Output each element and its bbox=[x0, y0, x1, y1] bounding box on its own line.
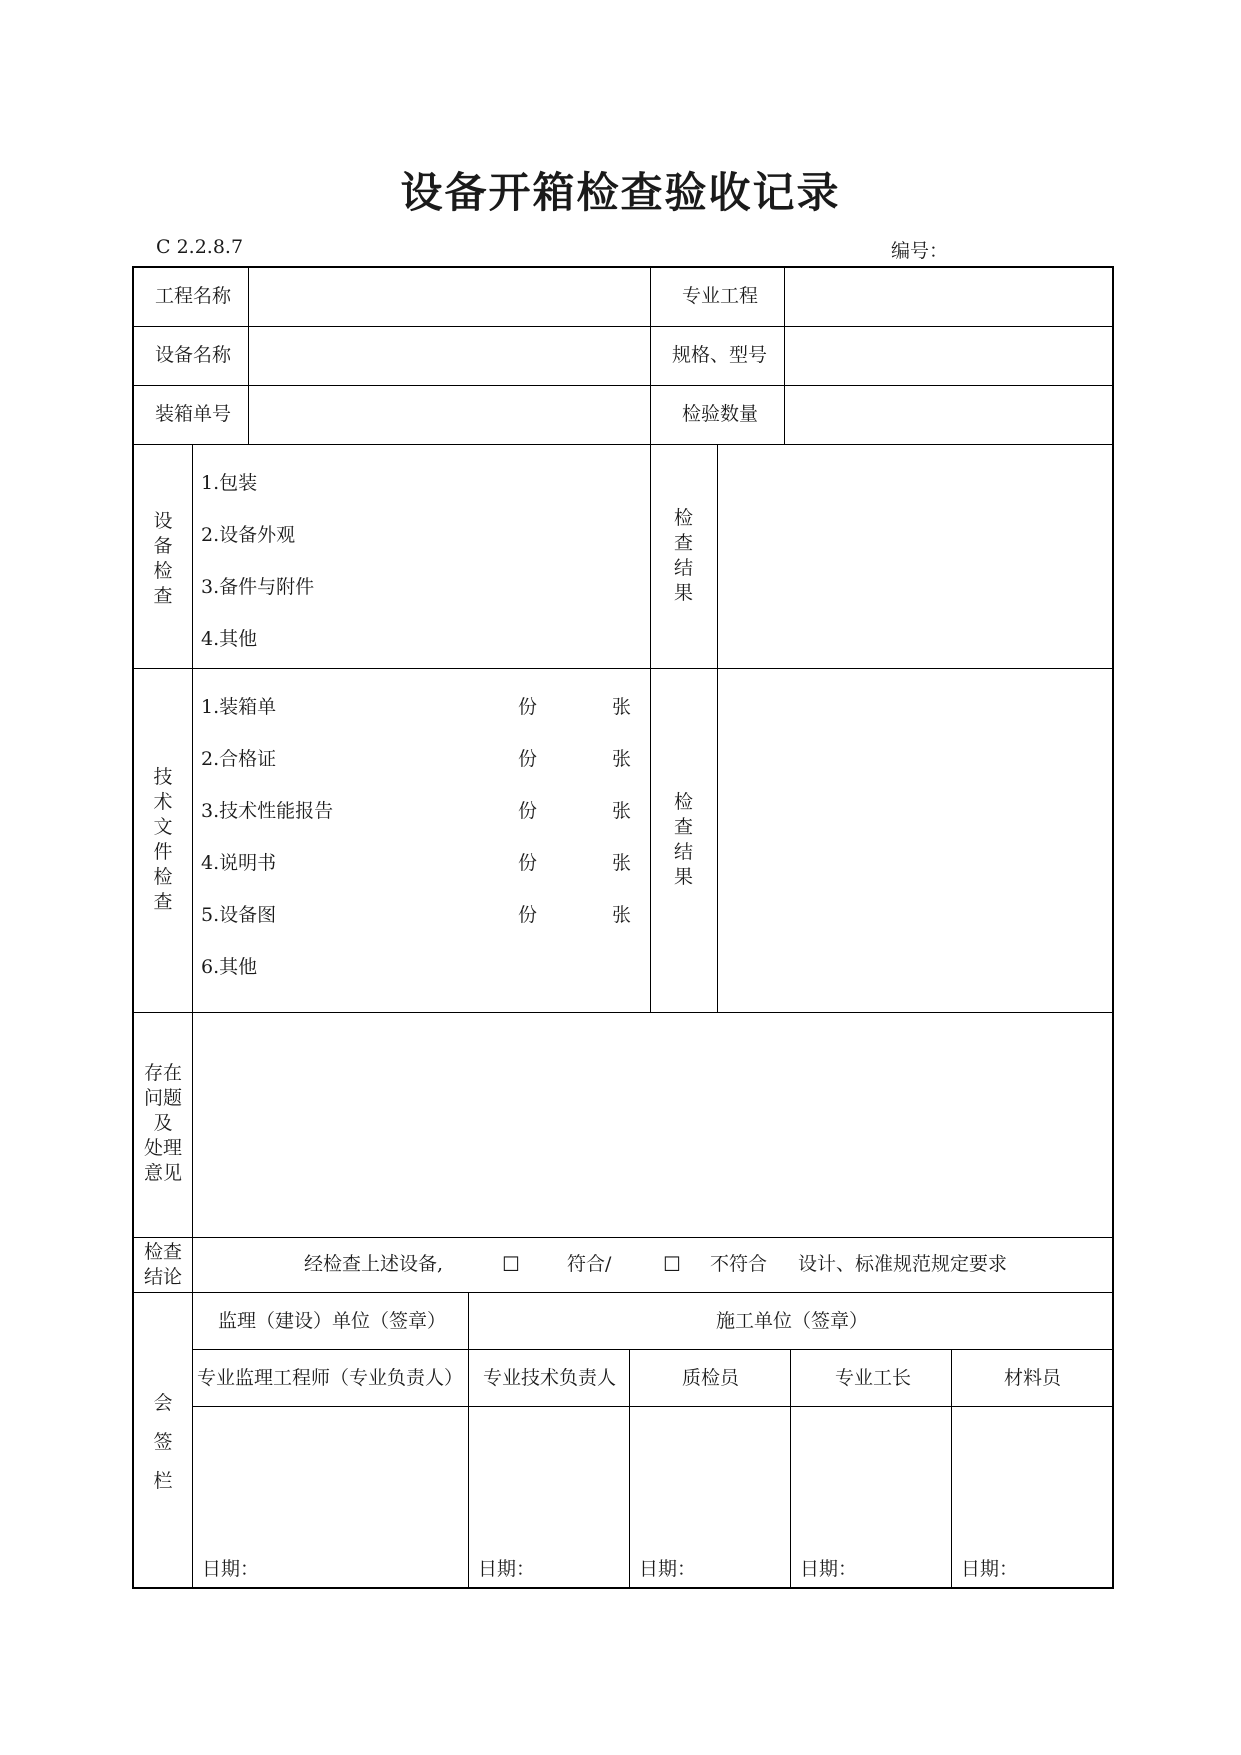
inspection-quantity-label: 检验数量 bbox=[682, 403, 759, 425]
copies-unit: 份 bbox=[518, 800, 538, 822]
equipment-name-label: 设备名称 bbox=[155, 344, 232, 366]
tech-doc-item: 4.说明书 bbox=[201, 852, 277, 874]
copies-unit: 份 bbox=[518, 748, 538, 770]
specialty-label: 专业工程 bbox=[682, 285, 759, 307]
row-divider bbox=[134, 1292, 1112, 1293]
date-label: 日期： bbox=[800, 1558, 858, 1580]
equipment-check-item: 4.其他 bbox=[201, 628, 258, 650]
tech-doc-item: 2.合格证 bbox=[201, 748, 277, 770]
sheets-unit: 张 bbox=[612, 748, 632, 770]
role-supervising-engineer: 专业监理工程师（专业负责人） bbox=[197, 1367, 464, 1389]
role-technical-lead: 专业技术负责人 bbox=[483, 1367, 617, 1389]
role-quality-inspector: 质检员 bbox=[682, 1367, 740, 1389]
column-divider bbox=[717, 444, 718, 1012]
tech-docs-result-label: 检 查 结 果 bbox=[673, 791, 693, 888]
conform-option-label: 符合/ bbox=[567, 1253, 612, 1275]
equipment-check-result-label: 检 查 结 果 bbox=[673, 507, 693, 604]
conform-checkbox[interactable]: ☐ bbox=[502, 1252, 520, 1276]
row-divider bbox=[192, 1349, 1112, 1350]
column-divider bbox=[629, 1349, 630, 1589]
row-divider bbox=[134, 326, 1112, 327]
issues-and-opinions-label: 存在 问题 及 处理 意见 bbox=[143, 1062, 182, 1184]
row-divider bbox=[134, 1012, 1112, 1013]
row-divider bbox=[134, 385, 1112, 386]
row-divider bbox=[134, 668, 1112, 669]
form-code: C 2.2.8.7 bbox=[156, 236, 244, 258]
inspection-form-table bbox=[132, 266, 1114, 1589]
sheets-unit: 张 bbox=[612, 800, 632, 822]
column-divider bbox=[248, 268, 249, 444]
column-divider bbox=[192, 444, 193, 1589]
serial-number-label: 编号： bbox=[891, 240, 949, 262]
signoff-label: 会 签 栏 bbox=[153, 1392, 173, 1492]
equipment-check-item: 3.备件与附件 bbox=[201, 576, 315, 598]
sheets-unit: 张 bbox=[612, 852, 632, 874]
tech-doc-item: 5.设备图 bbox=[201, 904, 277, 926]
column-divider bbox=[468, 1292, 469, 1589]
conclusion-label: 检查 结论 bbox=[143, 1241, 182, 1288]
role-foreman: 专业工长 bbox=[835, 1367, 912, 1389]
copies-unit: 份 bbox=[518, 696, 538, 718]
tech-docs-check-label: 技 术 文 件 检 查 bbox=[153, 766, 173, 913]
date-label: 日期： bbox=[961, 1558, 1019, 1580]
tech-doc-item: 3.技术性能报告 bbox=[201, 800, 334, 822]
packing-list-number-label: 装箱单号 bbox=[155, 403, 232, 425]
column-divider bbox=[790, 1349, 791, 1589]
sheets-unit: 张 bbox=[612, 696, 632, 718]
column-divider bbox=[951, 1349, 952, 1589]
spec-model-label: 规格、型号 bbox=[672, 344, 768, 366]
supervision-unit-label: 监理（建设）单位（签章） bbox=[218, 1310, 447, 1332]
form-title: 设备开箱检查验收记录 bbox=[400, 168, 841, 217]
equipment-check-item: 2.设备外观 bbox=[201, 524, 296, 546]
nonconform-checkbox[interactable]: ☐ bbox=[663, 1252, 681, 1276]
column-divider bbox=[650, 268, 651, 1012]
sheets-unit: 张 bbox=[612, 904, 632, 926]
conclusion-prefix: 经检查上述设备, bbox=[304, 1253, 444, 1275]
project-name-label: 工程名称 bbox=[155, 285, 232, 307]
equipment-check-item: 1.包装 bbox=[201, 472, 258, 494]
construction-unit-label: 施工单位（签章） bbox=[716, 1310, 869, 1332]
tech-doc-item: 1.装箱单 bbox=[201, 696, 277, 718]
row-divider bbox=[192, 1406, 1112, 1407]
date-label: 日期： bbox=[202, 1558, 260, 1580]
copies-unit: 份 bbox=[518, 904, 538, 926]
copies-unit: 份 bbox=[518, 852, 538, 874]
row-divider bbox=[134, 444, 1112, 445]
role-material-clerk: 材料员 bbox=[1004, 1367, 1062, 1389]
tech-doc-item: 6.其他 bbox=[201, 956, 258, 978]
equipment-check-label: 设 备 检 查 bbox=[153, 510, 173, 607]
column-divider bbox=[784, 268, 785, 444]
nonconform-option-label: 不符合 bbox=[710, 1253, 768, 1275]
row-divider bbox=[134, 1237, 1112, 1238]
conclusion-suffix: 设计、标准规范规定要求 bbox=[798, 1253, 1008, 1275]
date-label: 日期： bbox=[478, 1558, 536, 1580]
date-label: 日期： bbox=[639, 1558, 697, 1580]
